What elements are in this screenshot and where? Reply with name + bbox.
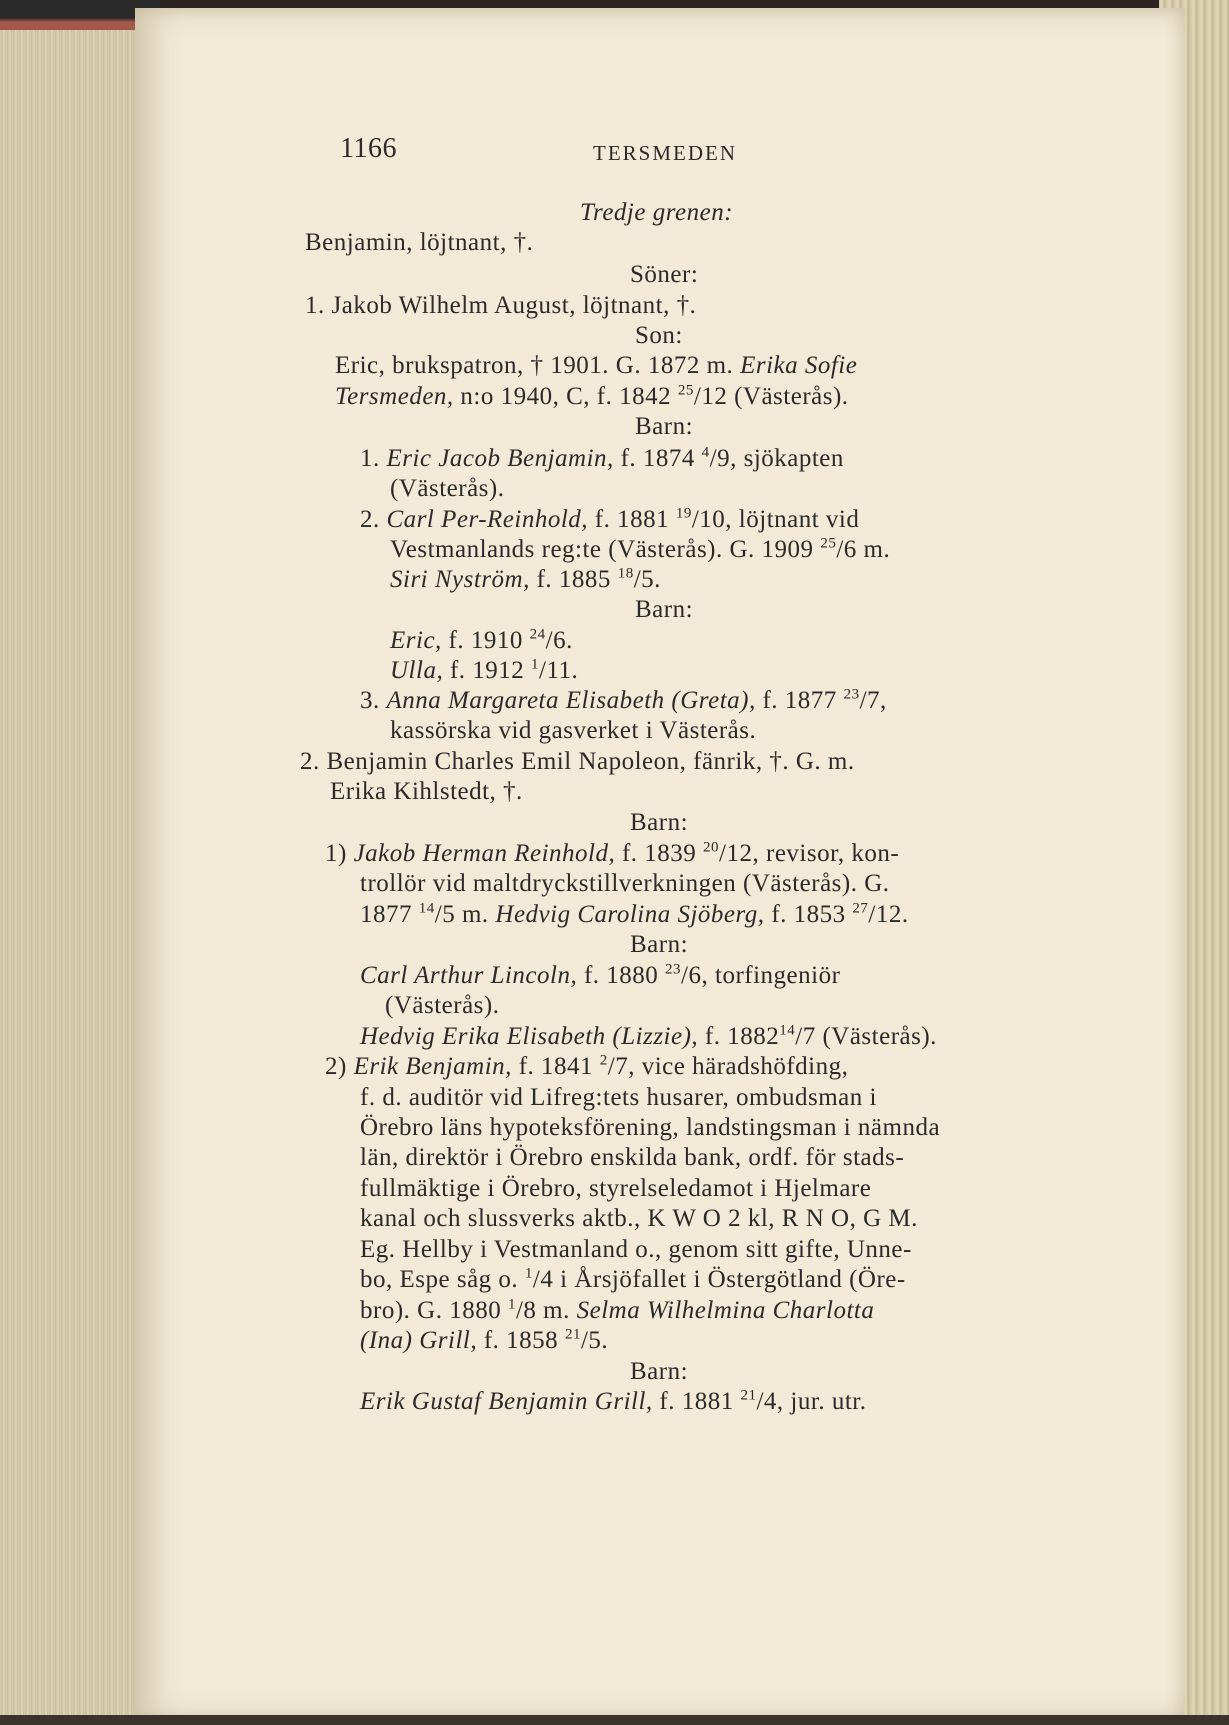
book-page [135,8,1185,1720]
text-line: 2) Erik Benjamin, f. 1841 $^2$/7, vice häradshöfding, [325,1052,849,1080]
text-line: Benjamin, löjtnant, †. [305,229,534,256]
page-edges-left [0,30,150,1725]
text-line: bo, Espe såg o. $^1$/4 i Årsjöfallet i Östergötland (Öre- [360,1265,906,1293]
subheading: Barn: [635,596,694,623]
text-line: 3. Anna Margareta Elisabeth (Greta), f. 1877 $^{23}$/7, [360,686,887,714]
subheading: Barn: [630,931,689,958]
text-line: Erik Gustaf Benjamin Grill, f. 1881 $^{21}$/4, jur. utr. [360,1387,867,1415]
text-line: (Västerås). [390,475,505,502]
running-header: TERSMEDEN [593,141,737,165]
book-bottom-edge [0,1715,1229,1725]
subheading: Söner: [630,261,699,288]
subheading: Barn: [630,809,689,836]
text-line: f. d. auditör vid Lifreg:tets husarer, ombudsman i [360,1084,877,1111]
text-line: bro). G. 1880 $^1$/8 m. Selma Wilhelmina Charlotta [360,1296,875,1324]
text-line: Erika Kihlstedt, †. [330,778,523,805]
text-line: Tersmeden, n:o 1940, C, f. 1842 $^{25}$/12 (Västerås). [335,382,849,410]
subheading: Barn: [635,413,694,440]
text-line: Eric, f. 1910 $^{24}$/6. [390,626,573,654]
text-line: 1. Jakob Wilhelm August, löjtnant, †. [305,292,697,319]
text-line: kassörska vid gasverket i Västerås. [390,717,757,744]
subheading: Son: [635,322,683,349]
page-number: 1166 [340,133,397,164]
subheading: Barn: [630,1358,689,1385]
text-line: Hedvig Erika Elisabeth (Lizzie), f. 1882$^{14}$/7 (Västerås). [360,1022,937,1050]
text-line: Ulla, f. 1912 $^1$/11. [390,656,579,684]
text-line: (Ina) Grill, f. 1858 $^{21}$/5. [360,1326,609,1354]
text-line: trollör vid maltdryckstillverkningen (Västerås). G. [360,870,890,897]
text-line: län, direktör i Örebro enskilda bank, ordf. för stads- [360,1144,905,1171]
text-line: Eric, brukspatron, † 1901. G. 1872 m. Erika Sofie [335,352,858,379]
text-line: 1877 $^{14}$/5 m. Hedvig Carolina Sjöberg, f. 1853 $^{27}$/12. [360,900,909,928]
text-line: 1) Jakob Herman Reinhold, f. 1839 $^{20}$/12, revisor, kon- [325,839,900,867]
text-line: (Västerås). [385,992,500,1019]
text-line: 2. Carl Per-Reinhold, f. 1881 $^{19}$/10, löjtnant vid [360,505,860,533]
text-line: Siri Nyström, f. 1885 $^{18}$/5. [390,565,661,593]
text-line: Carl Arthur Lincoln, f. 1880 $^{23}$/6, torfingeniör [360,961,841,989]
text-line: Örebro läns hypoteksförening, landstingsman i nämnda [360,1114,941,1141]
text-line: Eg. Hellby i Vestmanland o., genom sitt gifte, Unne- [360,1236,912,1263]
text-line: fullmäktige i Örebro, styrelseledamot i Hjelmare [360,1175,872,1202]
text-line: Vestmanlands reg:te (Västerås). G. 1909 $^{25}$/6 m. [390,535,891,563]
text-line: kanal och slussverks aktb., K W O 2 kl, R N O, G M. [360,1205,918,1232]
section-heading: Tredje grenen: [580,199,734,226]
text-line: 2. Benjamin Charles Emil Napoleon, fänrik, †. G. m. [300,748,855,775]
text-line: 1. Eric Jacob Benjamin, f. 1874 $^4$/9, sjökapten [360,444,844,472]
